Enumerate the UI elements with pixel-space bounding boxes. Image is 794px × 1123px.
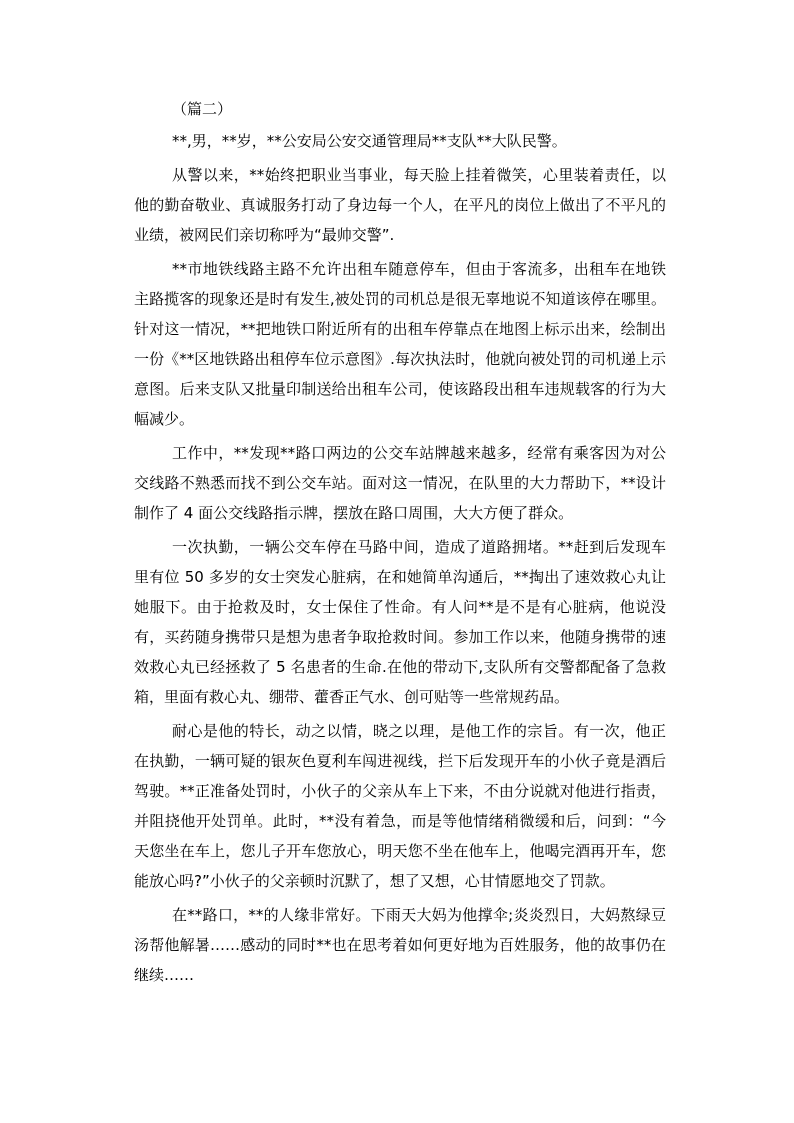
document-body [134, 93, 666, 994]
section-heading: （篇二） [172, 100, 233, 118]
paragraph-patience: 耐心是他的特长，动之以情，晓之以理，是他工作的宗旨。有一次，他正在执勤，一辆可疑的银灰色夏利车闯进视线，拦下后发现开车的小伙子竟是酒后驾驶。**正准备处罚时，小伙子的父亲从车上下来，不由分说就对他进行指责，并阻挠他开处罚单。此时，**没有着急，而是等他情绪稍微缓和后，问到：“今天您坐在车上，您儿子开车您放心，明天您不坐在他车上，他喝完酒再开车，您能放心吗?”小伙子的父亲顿时沉默了，想了又想，心甘情愿地交了罚款。 [134, 722, 666, 890]
paragraph-intro: **,男，**岁，**公安局公安交通管理局**支队**大队民警。 [172, 132, 567, 150]
paragraph-career: 从警以来，**始终把职业当事业，每天脸上挂着微笑，心里装着责任，以他的勤奋敬业、真诚服务打动了身边每一个人，在平凡的岗位上做出了不平凡的业绩，被网民们亲切称呼为“最帅交警”. [134, 166, 666, 244]
paragraph-popularity: 在**路口，**的人缘非常好。下雨天大妈为他撑伞;炎炎烈日，大妈熬绿豆汤帮他解暑……感动的同时**也在思考着如何更好地为百姓服务，他的故事仍在继续…… [134, 906, 666, 984]
paragraph-first-aid: 一次执勤，一辆公交车停在马路中间，造成了道路拥堵。**赶到后发现车里有位 50 多岁的女士突发心脏病，在和她简单沟通后，**掏出了速效救心丸让她服下。由于抢救及时，女士保住了性命。有人问**是不是有心脏病，他说没有，买药随身携带只是想为患者争取抢救时间。参加工作以来，他随身携带的速效救心丸已经拯救了 5 名患者的生命.在他的带动下,支队所有交警都配备了急救箱，里面有救心丸、绷带、藿香正气水、创可贴等一些常规药品。 [134, 538, 666, 706]
paragraph-bus-signs: 工作中，**发现**路口两边的公交车站牌越来越多，经常有乘客因为对公交线路不熟悉而找不到公交车站。面对这一情况，在队里的大力帮助下，**设计制作了 4 面公交线路指示牌，摆放在路口周围，大大方便了群众。 [134, 444, 666, 522]
paragraph-taxi-map: **市地铁线路主路不允许出租车随意停车，但由于客流多，出租车在地铁主路揽客的现象还是时有发生,被处罚的司机总是很无辜地说不知道该停在哪里。针对这一情况，**把地铁口附近所有的出租车停靠点在地图上标示出来，绘制出一份《**区地铁路出租停车位示意图》.每次执法时，他就向被处罚的司机递上示意图。后来支队又批量印制送给出租车公司，使该路段出租车违规载客的行为大幅减少。 [134, 260, 666, 428]
